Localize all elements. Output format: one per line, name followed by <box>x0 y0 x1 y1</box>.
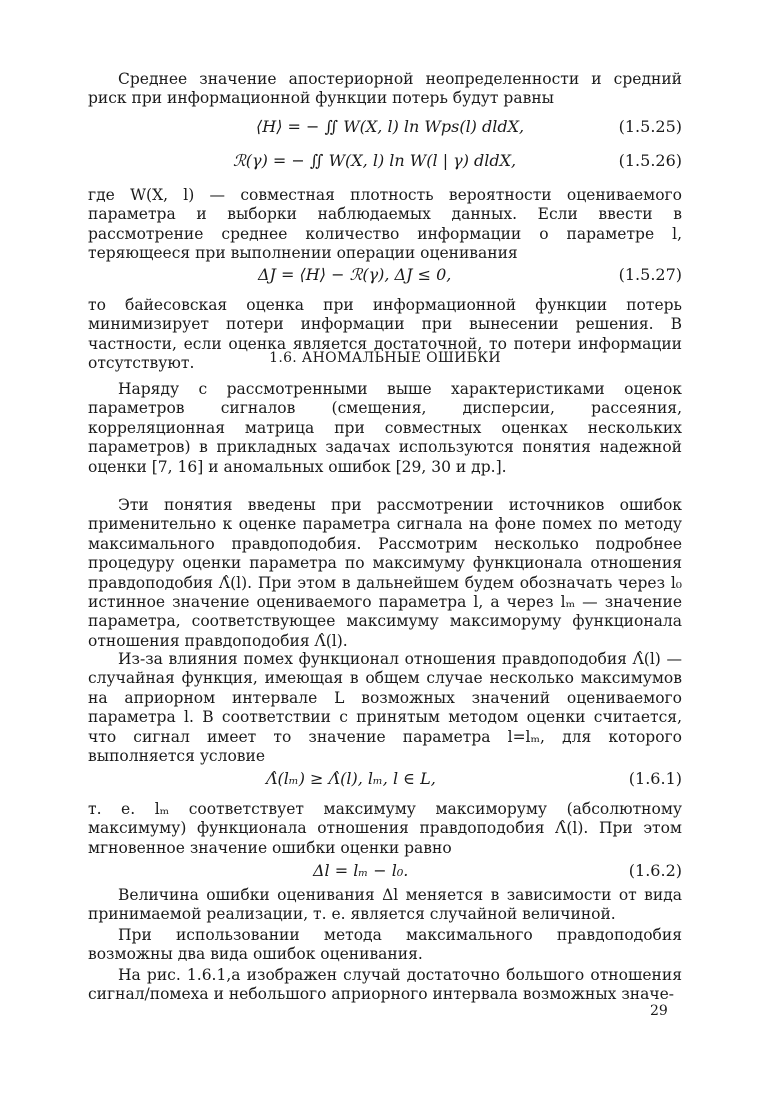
paragraph-2: где W(X, l) — совместная плотность вероятности оцениваемого параметра и выборки наблюдаемых данных. Если ввести в рассмотрение среднее количество информации о параметре l, теряющееся при выполнении операции оценивания <box>88 186 682 263</box>
equation-number: (1.5.27) <box>618 265 682 284</box>
equation-1-5-27 <box>88 264 682 286</box>
equation-formula: ℛ(γ) = − ∬ W(X, l) ln W(l | γ) dldX, <box>233 151 517 170</box>
paragraph-10: На рис. 1.6.1,а изображен случай достаточно большого отношения сигнал/помеха и небольшого априорного интервала возможных значе- <box>88 966 682 1004</box>
paragraph-7: т. е. lₘ соответствует максимуму максиморуму (абсолютному максимуму) функционала отношения правдоподобия Λ̂(l). При этом мгновенное значение ошибки оценки равно <box>88 800 682 857</box>
equation-1-6-1 <box>88 768 682 790</box>
equation-formula: ⟨H⟩ = − ∬ W(X, l) ln Wps(l) dldX, <box>256 117 525 136</box>
paragraph-5: Эти понятия введены при рассмотрении источников ошибок применительно к оценке параметра сигнала на фоне помех по методу максимального правдоподобия. Рассмотрим несколько подробнее процедуру оценки параметра по максимуму функционала отношения правдоподобия Λ̂(l). При этом в дальнейшем будем обозначать через l₀ истинное значение оцениваемого параметра l, а через lₘ — значение параметра, соответствующее максимуму максиморуму функционала отношения правдоподобия Λ̂(l). <box>88 496 682 650</box>
paragraph-1: Среднее значение апостериорной неопределенности и средний риск при информационной функции потерь будут равны <box>88 70 682 108</box>
paragraph-4: Наряду с рассмотренными выше характеристиками оценок параметров сигналов (смещения, дисперсии, рассеяния, корреляционная матрица при совместных оценках нескольких параметров) в прикладных задачах используются понятия надежной оценки [7, 16] и аномальных ошибок [29, 30 и др.]. <box>88 380 682 476</box>
page-number: 29 <box>650 1003 668 1019</box>
equation-1-5-25 <box>88 116 682 138</box>
paragraph-8: Величина ошибки оценивания Δl меняется в зависимости от вида принимаемой реализации, т. е. является случайной величиной. <box>88 886 682 924</box>
equation-1-5-26 <box>88 150 682 172</box>
paragraph-9: При использовании метода максимального правдоподобия возможны два вида ошибок оценивания. <box>88 926 682 964</box>
paragraph-3: то байесовская оценка при информационной функции потерь минимизирует потери информации при вынесении решения. В частности, если оценка является достаточной, то потери информации отсутствуют. <box>88 296 682 373</box>
equation-number: (1.6.1) <box>628 769 682 788</box>
equation-number: (1.5.26) <box>618 151 682 170</box>
equation-number: (1.5.25) <box>618 117 682 136</box>
equation-formula: Δl = lₘ − l₀. <box>313 861 409 880</box>
equation-number: (1.6.2) <box>628 861 682 880</box>
equation-formula: Λ̂(lₘ) ≥ Λ̂(l), lₘ, l ∈ L, <box>266 769 436 788</box>
paragraph-6: Из-за влияния помех функционал отношения правдоподобия Λ̂(l) — случайная функция, имеющая в общем случае несколько максимумов на априорном интервале L возможных значений оцениваемого параметра l. В соответствии с принятым методом оценки считается, что сигнал имеет то значение параметра l=lₘ, для которого выполняется условие <box>88 650 682 766</box>
equation-formula: ΔJ = ⟨H⟩ − ℛ(γ), ΔJ ≤ 0, <box>258 265 452 284</box>
section-heading: 1.6. АНОМАЛЬНЫЕ ОШИБКИ <box>269 350 501 366</box>
equation-1-6-2 <box>88 860 682 882</box>
